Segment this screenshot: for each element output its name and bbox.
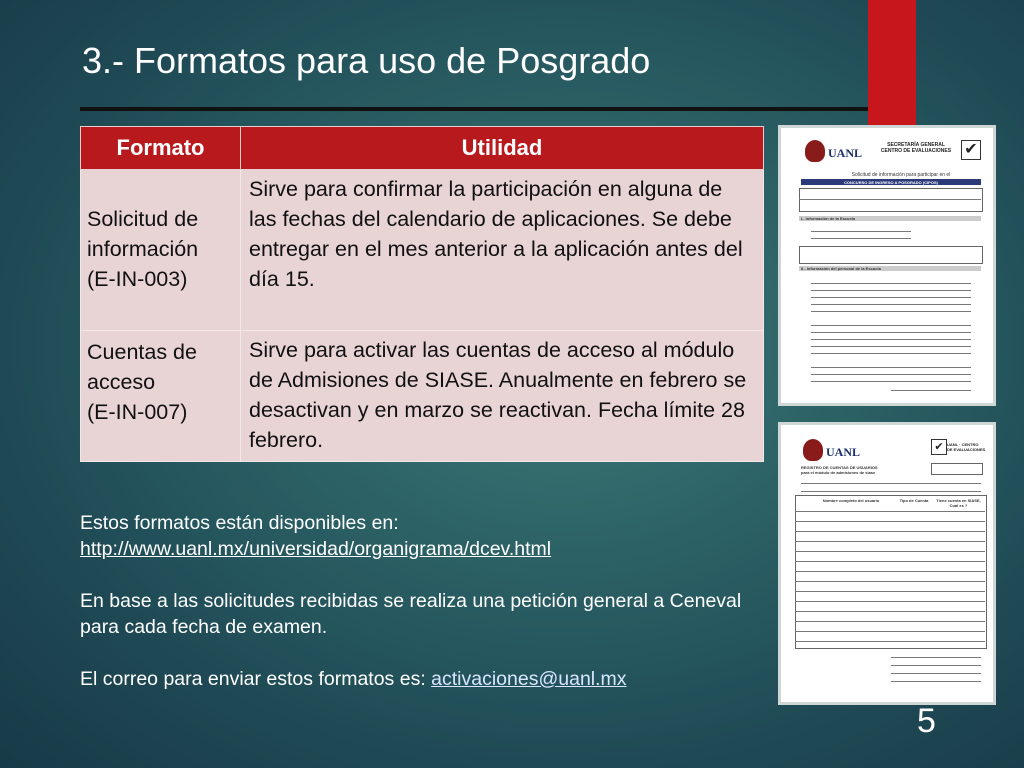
doc-field-box	[931, 463, 983, 475]
doc-line	[795, 591, 985, 592]
doc-header-line: DE EVALUACIONES	[947, 447, 986, 452]
doc-line	[811, 311, 971, 312]
table-cell-formato	[81, 170, 241, 331]
doc-line	[811, 346, 971, 347]
title-divider	[80, 107, 868, 111]
page-number: 5	[917, 702, 936, 740]
doc-section-title: II.- Información del personal de la Escuela	[801, 266, 881, 271]
slide-title: 3.- Formatos para uso de Posgrado	[82, 40, 651, 81]
form-thumbnail-e-in-003	[778, 125, 996, 406]
doc-title-line: REGISTRO DE CUENTAS DE USUARIOS	[801, 465, 878, 470]
doc-line	[891, 673, 981, 674]
doc-line	[891, 390, 971, 391]
doc-line	[795, 561, 985, 562]
availability-text: Estos formatos están disponibles en:	[80, 512, 399, 534]
formato-line: acceso	[87, 370, 156, 394]
doc-section-title: I.- Información de la Escuela	[801, 216, 856, 221]
info-text-block	[80, 510, 770, 718]
uanl-shield-icon	[805, 140, 825, 162]
doc-line	[811, 374, 971, 375]
email-link[interactable]: activaciones@uanl.mx	[431, 668, 627, 690]
table-cell-utilidad: Sirve para confirmar la participación en alguna de las fechas del calendario de aplicaciones. Se debe entregar en el mes anterior a la aplicación antes del día 15.	[241, 170, 764, 331]
doc-line	[795, 641, 985, 642]
doc-banner: CONCURSO DE INGRESO A POSGRADO (CIPOS)	[844, 180, 938, 185]
doc-line	[795, 511, 985, 512]
doc-line	[811, 283, 971, 284]
doc-line	[795, 541, 985, 542]
doc-line	[811, 339, 971, 340]
doc-title	[801, 465, 878, 475]
checkmark-icon: ✔	[931, 439, 947, 455]
formato-line: Cuentas de	[87, 340, 197, 364]
form-thumbnail-e-in-007	[778, 422, 996, 705]
doc-line	[811, 304, 971, 305]
doc-line	[811, 325, 971, 326]
doc-column-header: Tiene cuenta en SIASE, Cuál es ?	[936, 498, 981, 508]
table-row	[81, 331, 764, 462]
doc-line	[811, 353, 971, 354]
table-header-utilidad: Utilidad	[241, 127, 764, 170]
table-header-formato: Formato	[81, 127, 241, 170]
doc-header	[871, 142, 961, 154]
formato-line: (E-IN-007)	[87, 400, 188, 424]
doc-line	[795, 581, 985, 582]
formats-url-link[interactable]: http://www.uanl.mx/universidad/organigrama/dcev.html	[80, 538, 552, 560]
doc-line	[795, 611, 985, 612]
doc-subtitle: Solicitud de información para participar en el	[851, 172, 951, 178]
accent-bar	[868, 0, 916, 125]
doc-line	[811, 238, 911, 239]
doc-field-box	[799, 188, 983, 212]
doc-line	[795, 621, 985, 622]
doc-header-line: SECRETARÍA GENERAL	[887, 142, 945, 148]
doc-table-grid	[795, 495, 987, 649]
doc-line	[891, 665, 981, 666]
formato-line: (E-IN-003)	[87, 267, 188, 291]
doc-line	[811, 290, 971, 291]
doc-line	[811, 381, 971, 382]
table-row	[81, 170, 764, 331]
table-cell-utilidad: Sirve para activar las cuentas de acceso al módulo de Admisiones de SIASE. Anualmente en febrero se desactivan y en marzo se reactivan. Fecha límite 28 febrero.	[241, 331, 764, 462]
doc-header-line: UANL · CENTRO	[947, 442, 979, 447]
doc-line	[799, 199, 981, 200]
table-cell-formato	[81, 331, 241, 462]
uanl-logo-text: UANL	[826, 445, 861, 459]
doc-line	[811, 297, 971, 298]
doc-line	[795, 531, 985, 532]
uanl-shield-icon	[803, 439, 823, 461]
doc-header	[947, 442, 987, 452]
doc-line	[891, 681, 981, 682]
checkmark-icon: ✔	[961, 140, 981, 160]
table-header-row	[81, 127, 764, 170]
formats-table	[80, 126, 764, 462]
doc-column-header: Tipo de Cuenta	[899, 498, 929, 503]
doc-column-header: Nombre completo del usuario	[822, 498, 880, 503]
doc-line	[795, 551, 985, 552]
doc-line	[795, 571, 985, 572]
doc-field-box	[799, 246, 983, 264]
email-prefix-text: El correo para enviar estos formatos es:	[80, 668, 432, 690]
doc-line	[801, 483, 981, 484]
doc-title-line: para el módulo de admisiones de siase	[801, 470, 876, 475]
formato-line: información	[87, 237, 199, 261]
doc-header-line: CENTRO DE EVALUACIONES	[880, 148, 952, 154]
doc-line	[891, 657, 981, 658]
uanl-logo-text: UANL	[828, 146, 863, 160]
doc-line	[795, 601, 985, 602]
doc-line	[795, 521, 985, 522]
doc-line	[801, 491, 981, 492]
doc-line	[811, 332, 971, 333]
formato-line: Solicitud de	[87, 207, 199, 231]
doc-line	[811, 367, 971, 368]
doc-line	[811, 231, 911, 232]
doc-line	[795, 631, 985, 632]
request-text: En base a las solicitudes recibidas se realiza una petición general a Ceneval para cada fecha de examen.	[80, 590, 742, 638]
